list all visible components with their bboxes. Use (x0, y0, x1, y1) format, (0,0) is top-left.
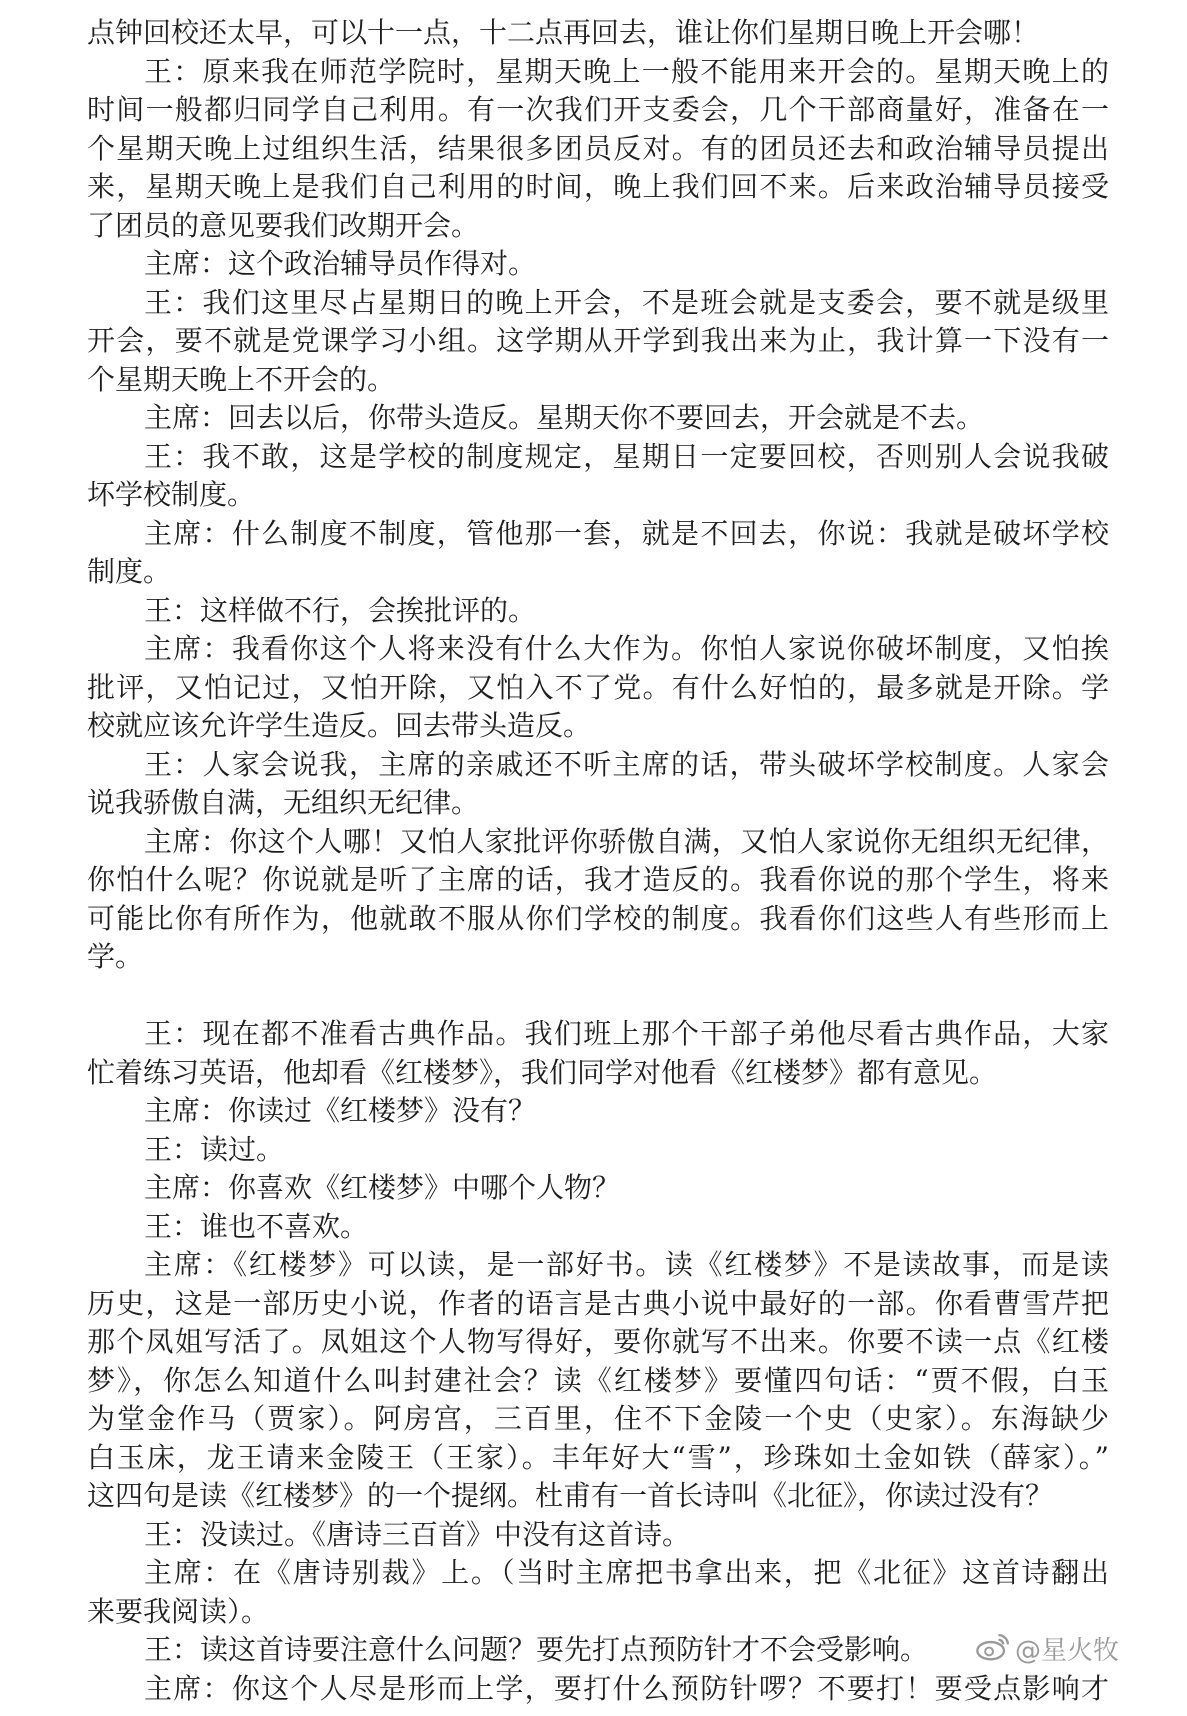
text-line: 时间一般都归同学自己利用。有一次我们开支委会，几个干部商量好，准备在一 (87, 93, 1109, 126)
paragraph (87, 1131, 1109, 1170)
paragraph (87, 399, 1109, 438)
text-line: 制度。 (87, 555, 172, 588)
text-line: 点钟回校还太早，可以十一点，十二点再回去，谁让你们星期日晚上开会哪！ (87, 16, 1040, 49)
text-line: 为堂金作马（贾家）。阿房宫，三百里，住不下金陵一个史（史家）。东海缺少 (87, 1402, 1109, 1435)
text-line: 开会，要不就是党课学习小组。这学期从开学到我出来为止，我计算一下没有一 (87, 324, 1109, 357)
text-line: 王：我不敢，这是学校的制度规定，星期日一定要回校，否则别人会说我破 (144, 439, 1109, 473)
text-line: 主席：什么制度不制度，管他那一套，就是不回去，你说：我就是破坏学校 (144, 516, 1109, 550)
watermark-text: @星火牧 (1015, 1636, 1120, 1666)
paragraph (87, 1554, 1109, 1631)
text-line: 那个凤姐写活了。凤姐这个人物写得好，要你就写不出来。你要不读一点《红楼 (87, 1325, 1109, 1358)
text-line: 批评，又怕记过，又怕开除，又怕入不了党。有什么好怕的，最多就是开除。学 (87, 670, 1109, 704)
paragraph (87, 1092, 1109, 1131)
text-line: 可能比你有所作为，他就敢不服从你们学校的制度。我看你们这些人有些形而上 (87, 901, 1109, 935)
paragraph (87, 1516, 1109, 1555)
text-line: 王：读这首诗要注意什么问题？要先打点预防针才不会受影响。 (144, 1633, 929, 1666)
text-line: 了团员的意见要我们改期开会。 (87, 208, 480, 242)
text-line: 王：我们这里尽占星期日的晚上开会，不是班会就是支委会，要不就是级里 (144, 285, 1109, 319)
paragraph (87, 14, 1109, 53)
text-line: 王：人家会说我，主席的亲戚还不听主席的话，带头破坏学校制度。人家会 (144, 747, 1109, 781)
text-line: 王：读过。 (144, 1132, 285, 1166)
blank-line (87, 977, 1109, 1016)
paragraph (87, 515, 1109, 592)
text-line: 这四句是读《红楼梦》的一个提纲。杜甫有一首长诗叫《北征》，你读过没有？ (87, 1479, 1054, 1512)
text-line: 个星期天晚上过组织生活，结果很多团员反对。有的团员还去和政治辅导员提出 (87, 131, 1109, 165)
paragraph (87, 1670, 1109, 1709)
paragraph (87, 592, 1109, 631)
paragraph (87, 1169, 1109, 1208)
text-line: 主席：你这个人尽是形而上学，要打什么预防针啰？不要打！要受点影响才 (144, 1671, 1109, 1705)
text-line: 王：谁也不喜欢。 (144, 1209, 369, 1243)
text-line: 主席：你读过《红楼梦》没有？ (144, 1094, 537, 1127)
text-line: 主席：这个政治辅导员作得对。 (144, 247, 537, 280)
text-line: 忙着练习英语，他却看《红楼梦》，我们同学对他看《红楼梦》都有意见。 (87, 1055, 998, 1089)
paragraph (87, 284, 1109, 400)
text-line: 主席：你这个人哪！又怕人家批评你骄傲自满，又怕人家说你无组织无纪律， (144, 824, 1109, 858)
text-line: 梦》，你怎么知道什么叫封建社会？读《红楼梦》要懂四句话：“贾不假，白玉 (87, 1363, 1109, 1397)
text-line: 白玉床，龙王请来金陵王（王家）。丰年好大“雪”，珍珠如土金如铁（薛家）。” (87, 1440, 1109, 1474)
text-line: 来，星期天晚上是我们自己利用的时间，晚上我们回不来。后来政治辅导员接受 (87, 170, 1109, 203)
text-line: 主席：我看你这个人将来没有什么大作为。你怕人家说你破坏制度，又怕挨 (144, 632, 1109, 665)
watermark (975, 1633, 1119, 1669)
text-line: 王：没读过。《唐诗三百首》中没有这首诗。 (144, 1517, 691, 1551)
text-line: 说我骄傲自满，无组织无纪律。 (87, 786, 480, 819)
document-body (87, 14, 1109, 1708)
text-line: 你怕什么呢？你说就是听了主席的话，我才造反的。我看你说的那个学生，将来 (87, 863, 1109, 896)
paragraph (87, 1631, 1109, 1670)
text-line: 来要我阅读）。 (87, 1594, 270, 1628)
text-line: 主席：在《唐诗别裁》上。（当时主席把书拿出来，把《北征》这首诗翻出 (144, 1556, 1109, 1589)
text-line: 个星期天晚上不开会的。 (87, 362, 396, 396)
paragraph (87, 53, 1109, 246)
text-line: 主席：你喜欢《红楼梦》中哪个人物？ (144, 1171, 621, 1204)
text-line: 校就应该允许学生造反。回去带头造反。 (87, 709, 592, 742)
text-line: 坏学校制度。 (87, 478, 256, 511)
text-line: 历史，这是一部历史小说，作者的语言是古典小说中最好的一部。你看曹雪芹把 (87, 1286, 1109, 1320)
paragraph (87, 823, 1109, 977)
paragraph (87, 438, 1109, 515)
weibo-logo-icon (975, 1630, 1011, 1672)
paragraph (87, 1246, 1109, 1516)
text-line: 主席：《红楼梦》可以读，是一部好书。读《红楼梦》不是读故事，而是读 (144, 1248, 1109, 1281)
paragraph (87, 245, 1109, 284)
paragraph (87, 630, 1109, 746)
text-line: 王：这样做不行，会挨批评的。 (144, 593, 537, 627)
text-line: 王：原来我在师范学院时，星期天晚上一般不能用来开会的。星期天晚上的 (144, 54, 1109, 88)
text-line: 主席：回去以后，你带头造反。星期天你不要回去，开会就是不去。 (144, 401, 985, 434)
paragraph (87, 1208, 1109, 1247)
paragraph (87, 1015, 1109, 1092)
text-line: 王：现在都不准看古典作品。我们班上那个干部子弟他尽看古典作品，大家 (144, 1017, 1109, 1050)
paragraph (87, 746, 1109, 823)
text-line: 学。 (87, 940, 144, 973)
